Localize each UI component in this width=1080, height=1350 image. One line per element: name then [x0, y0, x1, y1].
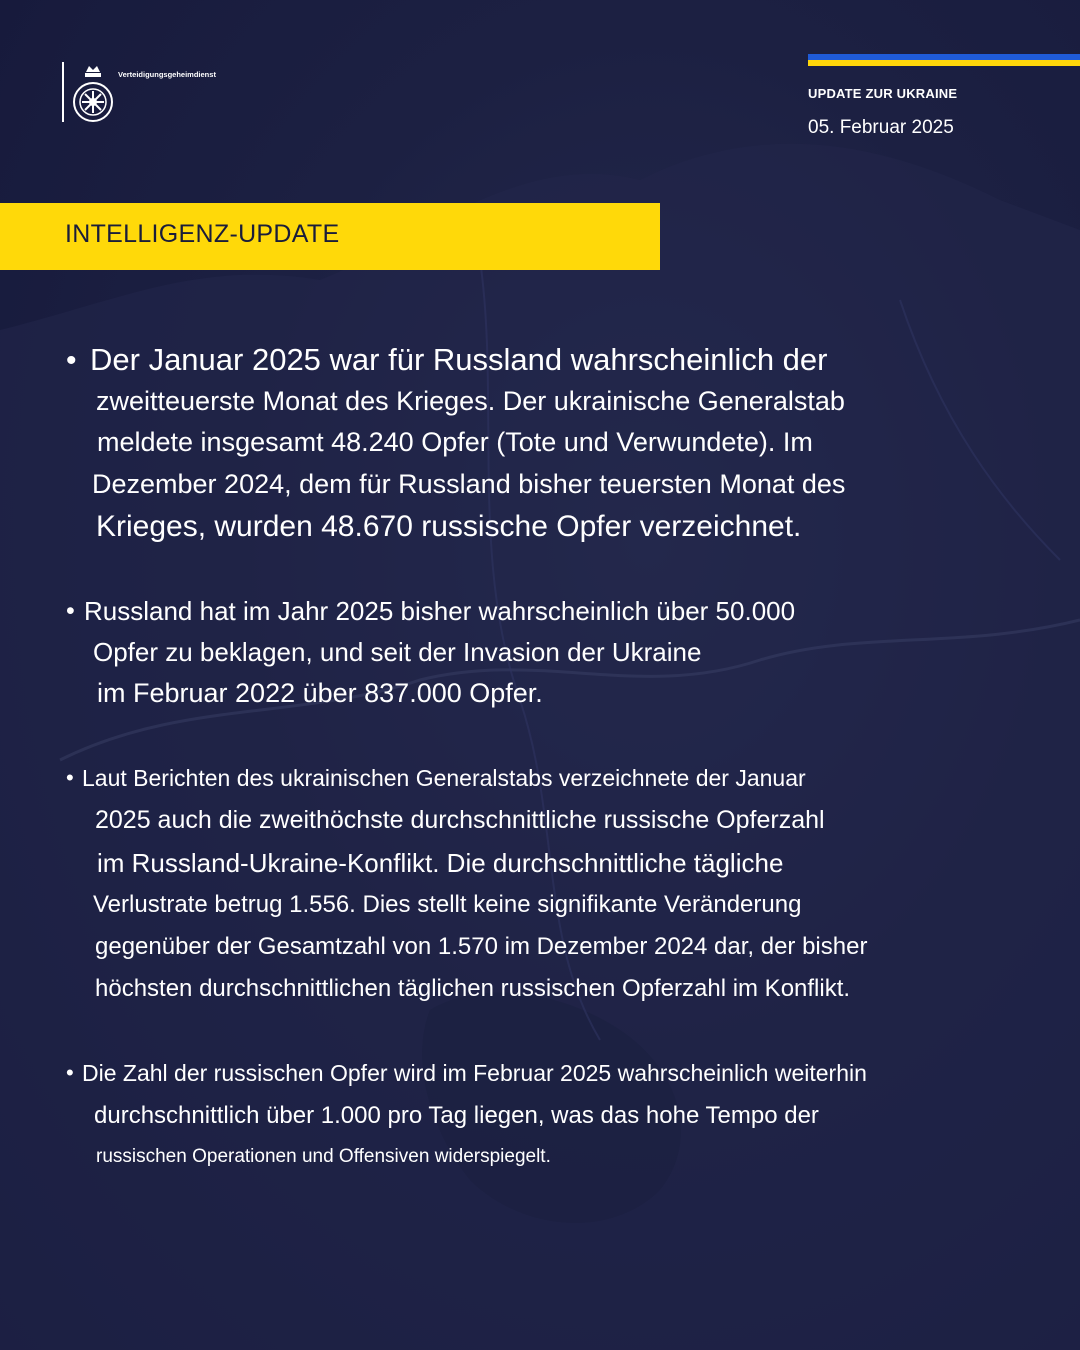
bullet-1-line: meldete insgesamt 48.240 Opfer (Tote und Verwundete). Im	[97, 427, 813, 457]
bullet-2-line: Russland hat im Jahr 2025 bisher wahrscheinlich über 50.000	[84, 596, 796, 626]
bullet-3-line: gegenüber der Gesamtzahl von 1.570 im Dezember 2024 dar, der bisher	[95, 933, 868, 960]
bullet-1-line: Der Januar 2025 war für Russland wahrscheinlich der	[90, 342, 828, 377]
bullet-2-line: Opfer zu beklagen, und seit der Invasion der Ukraine	[93, 637, 702, 667]
crest-icon	[70, 64, 116, 124]
bullet-1-line: zweitteuerste Monat des Krieges. Der ukrainische Generalstab	[96, 386, 845, 416]
bullet-dot: •	[66, 597, 75, 625]
bullet-1-line: Krieges, wurden 48.670 russische Opfer verzeichnet.	[96, 510, 802, 543]
header-date: 05. Februar 2025	[808, 117, 954, 138]
bullet-dot: •	[66, 1060, 74, 1085]
banner-title: INTELLIGENZ-UPDATE	[65, 220, 340, 248]
bullet-4-line: Die Zahl der russischen Opfer wird im Februar 2025 wahrscheinlich weiterhin	[82, 1060, 867, 1086]
bullet-3-line: 2025 auch die zweithöchste durchschnittliche russische Opferzahl	[95, 806, 825, 834]
header-kicker: UPDATE ZUR UKRAINE	[808, 86, 958, 101]
bullet-3-line: höchsten durchschnittlichen täglichen russischen Opferzahl im Konflikt.	[95, 975, 851, 1002]
logo-divider	[62, 62, 64, 122]
flag-yellow-stripe	[808, 60, 1080, 66]
bullet-2-line: im Februar 2022 über 837.000 Opfer.	[97, 678, 543, 708]
bullet-dot: •	[66, 765, 74, 790]
bullet-3-line: im Russland-Ukraine-Konflikt. Die durchschnittliche tägliche	[97, 848, 784, 878]
logo	[62, 62, 242, 126]
bullet-1-line: Dezember 2024, dem für Russland bisher teuersten Monat des	[92, 469, 846, 499]
ukraine-flag-stripe	[808, 54, 1080, 66]
bullet-3-line: Verlustrate betrug 1.556. Dies stellt keine signifikante Veränderung	[93, 891, 802, 918]
bullet-3-line: Laut Berichten des ukrainischen Generalstabs verzeichnete der Januar	[82, 765, 806, 791]
bullet-dot: •	[66, 344, 77, 377]
org-name: Verteidigungsgeheimdienst	[118, 70, 216, 79]
bullet-4-line: russischen Operationen und Offensiven widerspiegelt.	[96, 1146, 551, 1167]
bullet-4-line: durchschnittlich über 1.000 pro Tag liegen, was das hohe Tempo der	[94, 1102, 819, 1129]
